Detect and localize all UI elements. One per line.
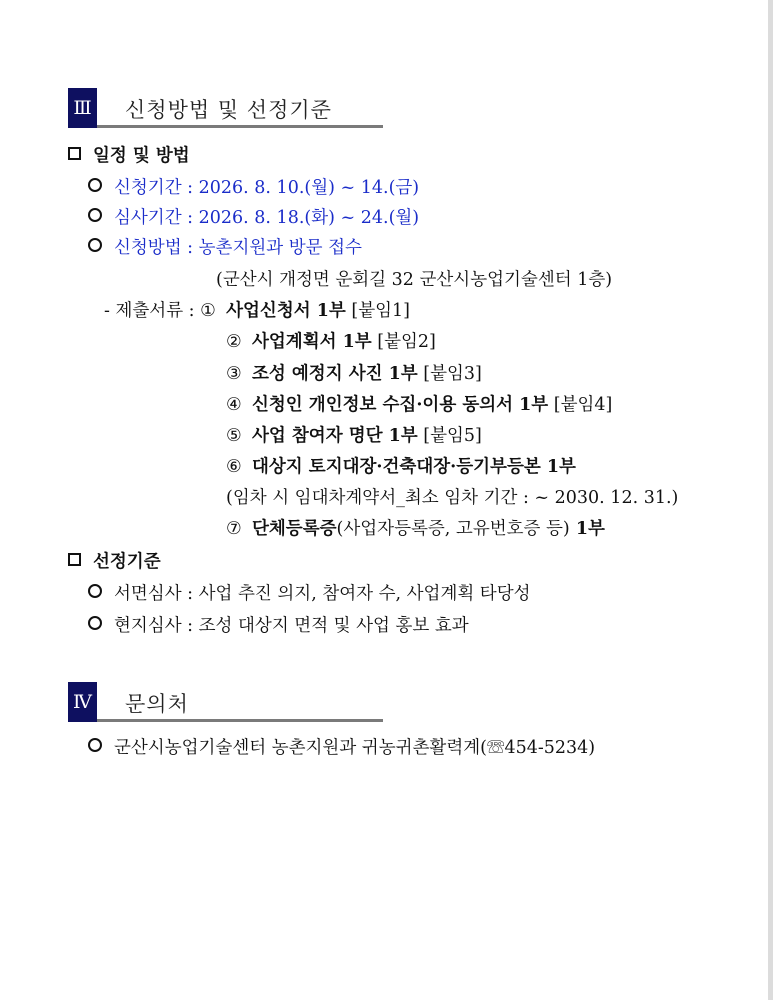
doc-count: 1부 bbox=[569, 519, 605, 539]
doc-detail: (사업자등록증, 고유번호증 등) bbox=[336, 519, 570, 539]
doc-name: 사업계획서 1부 bbox=[252, 332, 372, 352]
section-number: Ⅳ bbox=[68, 682, 97, 722]
document-item-6 bbox=[226, 455, 576, 479]
application-period-text: 신청기간 : 2026. 8. 10.(월) ~ 14.(금) bbox=[114, 178, 420, 198]
documents-label: - 제출서류 : bbox=[104, 301, 201, 321]
criteria-site-review bbox=[88, 614, 469, 638]
doc-number: ⑦ bbox=[226, 519, 242, 539]
circle-bullet-icon bbox=[88, 238, 102, 252]
doc-attachment-ref: [붙임2] bbox=[371, 332, 436, 352]
section-heading-4 bbox=[68, 682, 383, 722]
doc-name: 대상지 토지대장·건축대장·등기부등본 1부 bbox=[252, 457, 576, 477]
circle-bullet-icon bbox=[88, 616, 102, 630]
criteria-heading-text: 선정기준 bbox=[93, 552, 161, 572]
criteria-document-review bbox=[88, 582, 531, 606]
section-underline bbox=[97, 719, 383, 722]
doc-number: ① bbox=[200, 301, 216, 321]
square-bullet-icon bbox=[68, 147, 81, 160]
circle-bullet-icon bbox=[88, 738, 102, 752]
criteria-text: 서면심사 : 사업 추진 의지, 참여자 수, 사업계획 타당성 bbox=[114, 584, 531, 604]
contact-text: 군산시농업기술센터 농촌지원과 귀농귀촌활력계(☏454-5234) bbox=[114, 738, 596, 758]
doc-number: ③ bbox=[226, 364, 242, 384]
schedule-heading bbox=[68, 144, 190, 168]
contact-info bbox=[88, 736, 595, 760]
doc-name: 조성 예정지 사진 1부 bbox=[252, 364, 418, 384]
doc-attachment-ref: [붙임1] bbox=[345, 301, 410, 321]
page-edge bbox=[768, 0, 773, 1000]
document-item-7 bbox=[226, 517, 605, 541]
review-period-text: 심사기간 : 2026. 8. 18.(화) ~ 24.(월) bbox=[114, 208, 420, 228]
doc-attachment-ref: [붙임5] bbox=[417, 426, 482, 446]
circle-bullet-icon bbox=[88, 208, 102, 222]
doc-name: 단체등록증 bbox=[252, 519, 337, 539]
application-period bbox=[88, 176, 419, 200]
doc-name: 사업 참여자 명단 1부 bbox=[252, 426, 418, 446]
circle-bullet-icon bbox=[88, 178, 102, 192]
doc-number: ⑥ bbox=[226, 457, 242, 477]
doc-attachment-ref: [붙임3] bbox=[417, 364, 482, 384]
section-underline bbox=[97, 125, 383, 128]
section-title: 신청방법 및 선정기준 bbox=[125, 98, 332, 122]
doc-number: ④ bbox=[226, 395, 242, 415]
square-bullet-icon bbox=[68, 553, 81, 566]
circle-bullet-icon bbox=[88, 584, 102, 598]
document-item-3 bbox=[226, 362, 482, 386]
lease-note: (임차 시 임대차계약서_최소 임차 기간 : ~ 2030. 12. 31.) bbox=[226, 488, 679, 508]
document-item-5 bbox=[226, 424, 482, 448]
review-period bbox=[88, 206, 419, 230]
doc-number: ⑤ bbox=[226, 426, 242, 446]
doc-name: 신청인 개인정보 수집·이용 동의서 1부 bbox=[252, 395, 549, 415]
application-method bbox=[88, 236, 362, 260]
document-item-1 bbox=[104, 299, 410, 323]
document-item-2 bbox=[226, 330, 436, 354]
doc-number: ② bbox=[226, 332, 242, 352]
criteria-text: 현지심사 : 조성 대상지 면적 및 사업 홍보 효과 bbox=[114, 616, 469, 636]
section-number: Ⅲ bbox=[68, 88, 97, 128]
doc-attachment-ref: [붙임4] bbox=[548, 395, 613, 415]
application-method-text: 신청방법 : 농촌지원과 방문 접수 bbox=[114, 238, 362, 258]
document-item-4 bbox=[226, 393, 612, 417]
doc-name: 사업신청서 1부 bbox=[226, 301, 346, 321]
section-heading-3 bbox=[68, 88, 383, 128]
section-title: 문의처 bbox=[125, 692, 189, 716]
schedule-heading-text: 일정 및 방법 bbox=[93, 146, 190, 166]
criteria-heading bbox=[68, 550, 161, 574]
address-note: (군산시 개정면 운회길 32 군산시농업기술센터 1층) bbox=[216, 270, 613, 290]
